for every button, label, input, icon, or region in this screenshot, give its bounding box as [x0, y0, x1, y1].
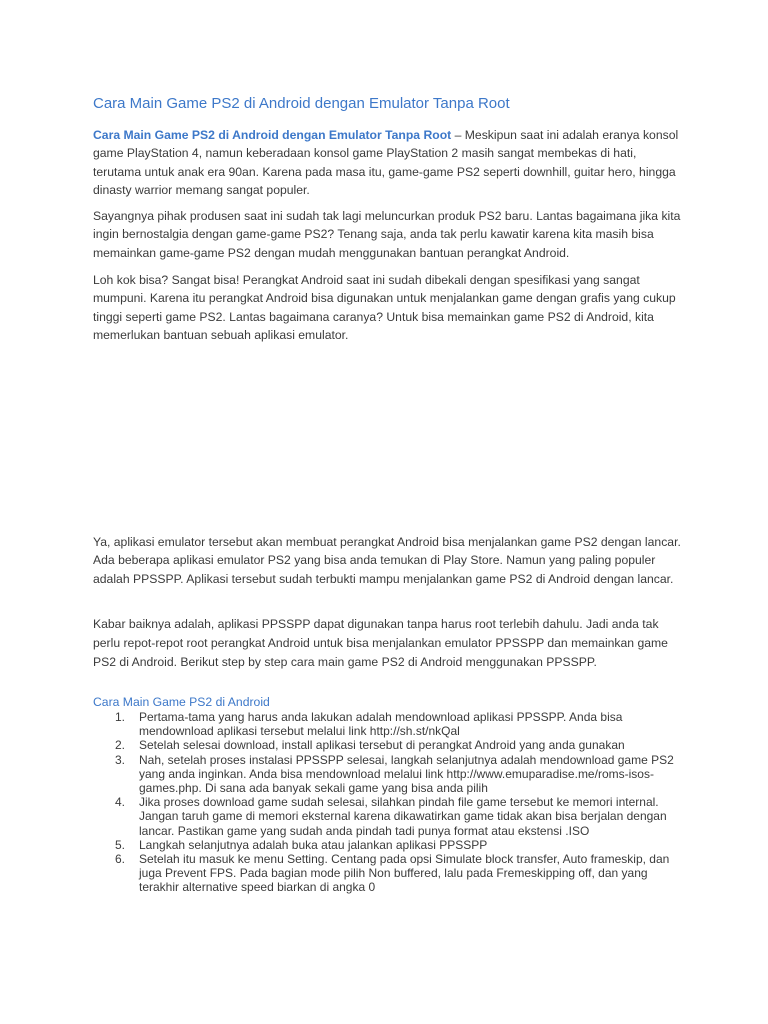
article-title: Cara Main Game PS2 di Android dengan Emulator Tanpa Root: [93, 95, 510, 112]
intro-paragraph: [93, 126, 683, 199]
list-item-text: Setelah itu masuk ke menu Setting. Centang pada opsi Simulate block transfer, Auto frameskip, dan juga Prevent FPS. Pada bagian mode pilih Non buffered, lalu pada Fremeskipping off, dan yang terakhir alternative speed biarkan di angka 0: [139, 852, 670, 895]
list-item-number: 3.: [115, 752, 126, 767]
paragraph-5: Kabar baiknya adalah, aplikasi PPSSPP dapat digunakan tanpa harus root terlebih dahulu. Jadi anda tak perlu repot-repot root perangkat Android untuk bisa menjalankan emulator PPSSPP dan memainkan game PS2 di Android. Berikut step by step cara main game PS2 di Android menggunakan PPSSPP.: [93, 617, 668, 669]
list-item-number: 1.: [115, 710, 126, 724]
list-item: [93, 838, 683, 852]
list-item: [93, 795, 683, 838]
intro-text: – Meskipun saat ini adalah eranya konsol game PlayStation 4, namun keberadaan konsol game PlayStation 2 masih sangat membekas di hati, terutama untuk anak era 90an. Karena pada masa itu, game-game PS2 seperti downhill, guitar hero, hingga dinasty warrior memang sangat populer.: [93, 128, 679, 197]
list-item: [93, 710, 683, 738]
list-item-number: 4.: [115, 795, 126, 810]
list-item: [93, 738, 683, 752]
steps-heading: Cara Main Game PS2 di Android: [93, 695, 270, 709]
list-item: [93, 852, 683, 895]
list-item-text: Setelah selesai download, install aplikasi tersebut di perangkat Android yang anda gunakan: [139, 738, 625, 753]
list-item-text: Nah, setelah proses instalasi PPSSPP selesai, langkah selanjutnya adalah mendownload game PS2 yang anda inginkan. Anda bisa mendownload melalui link http://www.emuparadise.me/roms-isos-games.php. Di sana ada banyak sekali game yang bisa anda pilih: [139, 752, 674, 796]
paragraph-4: Ya, aplikasi emulator tersebut akan membuat perangkat Android bisa menjalankan game PS2 dengan lancar. Ada beberapa aplikasi emulator PS2 yang bisa anda temukan di Play Store. Namun yang paling populer adalah PPSSPP. Aplikasi tersebut sudah terbukti mampu menjalankan game PS2 di Android dengan lancar.: [93, 535, 681, 586]
intro-lead: Cara Main Game PS2 di Android dengan Emulator Tanpa Root: [93, 128, 452, 142]
list-item: [93, 753, 683, 796]
list-item-number: 5.: [115, 837, 126, 852]
list-item-number: 6.: [115, 852, 126, 867]
list-item-number: 2.: [115, 738, 126, 753]
paragraph-2: Sayangnya pihak produsen saat ini sudah tak lagi meluncurkan produk PS2 baru. Lantas bagaimana jika kita ingin bernostalgia dengan game-game PS2? Tenang saja, anda tak perlu kawatir karena kita masih bisa memainkan game-game PS2 dengan mudah menggunakan bantuan perangkat Android.: [93, 209, 681, 260]
steps-list: [93, 710, 683, 895]
list-item-text: Pertama-tama yang harus anda lakukan adalah mendownload aplikasi PPSSPP. Anda bisa mendownload aplikasi tersebut melalui link http://sh.st/nkQal: [139, 710, 623, 739]
list-item-text: Jika proses download game sudah selesai, silahkan pindah file game tersebut ke memori internal. Jangan taruh game di memori eksternal karena dikawatirkan game tidak akan bisa berjalan dengan lancar. Pastikan game yang sudah anda pindah tadi punya format atau ekstensi .ISO: [139, 795, 667, 838]
paragraph-3: Loh kok bisa? Sangat bisa! Perangkat Android saat ini sudah dibekali dengan spesifikasi yang sangat mumpuni. Karena itu perangkat Android bisa digunakan untuk menjalankan game dengan grafis yang cukup tinggi seperti game PS2. Lantas bagaimana caranya? Untuk bisa memainkan game PS2 di Android, kita memerlukan bantuan sebuah aplikasi emulator.: [93, 273, 676, 342]
list-item-text: Langkah selanjutnya adalah buka atau jalankan aplikasi PPSSPP: [139, 837, 488, 852]
